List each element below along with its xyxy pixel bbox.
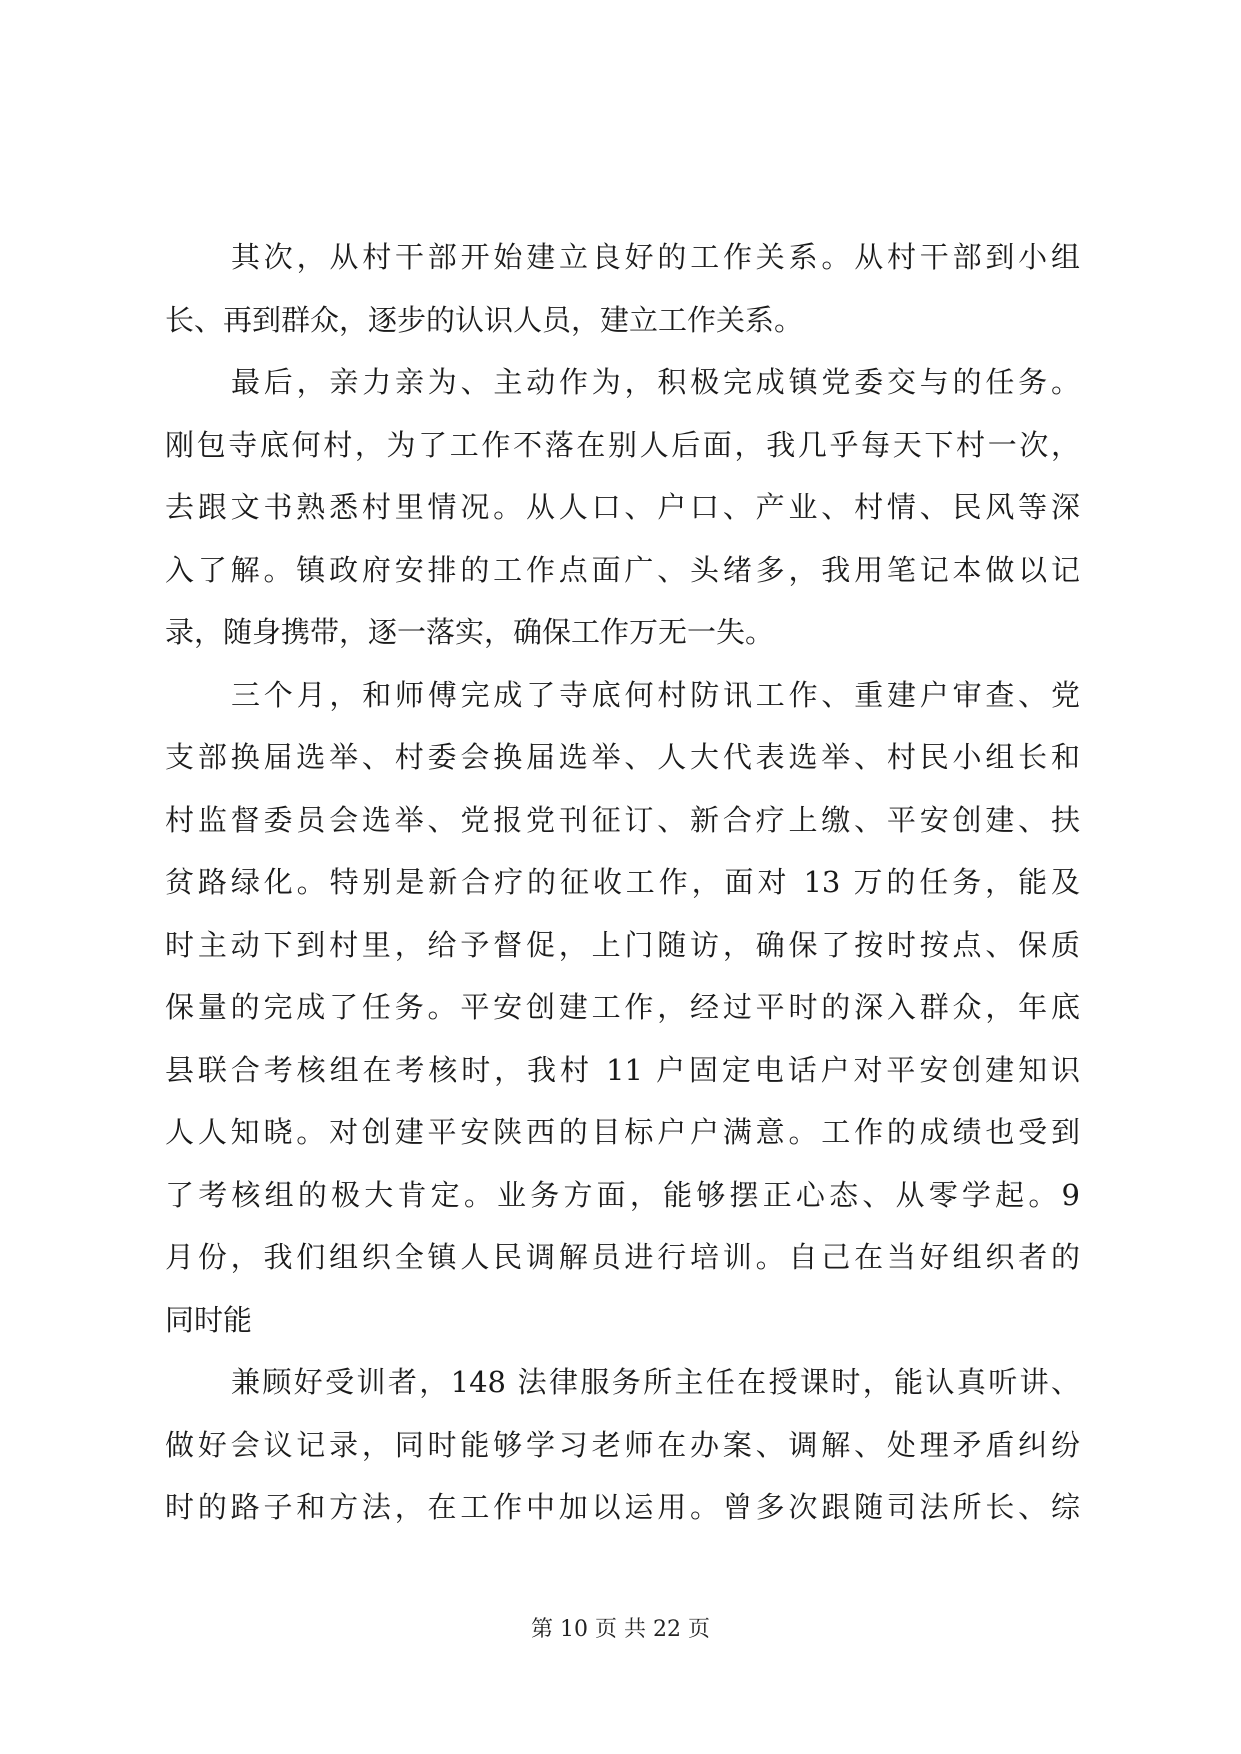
text-line: 三个月，和师傅完成了寺底何村防讯工作、重建户审查、党 bbox=[231, 677, 1080, 712]
text-line: 保量的完成了任务。平安创建工作，经过平时的深入群众，年底 bbox=[165, 990, 1080, 1024]
document-body bbox=[165, 226, 1080, 1539]
text-line: 长、再到群众，逐步的认识人员，建立工作关系。 bbox=[165, 302, 804, 337]
text-line: 县联合考核组在考核时，我村 11 户固定电话户对平安创建知识 bbox=[165, 1052, 1080, 1087]
text-line: 村监督委员会选举、党报党刊征订、新合疗上缴、平安创建、扶 bbox=[165, 802, 1080, 837]
text-line: 支部换届选举、村委会换届选举、人大代表选举、村民小组长和 bbox=[165, 740, 1080, 774]
text-line: 兼顾好受训者，148 法律服务所主任在授课时，能认真听讲、 bbox=[231, 1365, 1080, 1399]
text-line: 录，随身携带，逐一落实，确保工作万无一失。 bbox=[165, 615, 775, 649]
text-line: 时主动下到村里，给予督促，上门随访，确保了按时按点、保质 bbox=[165, 927, 1080, 962]
text-line: 其次，从村干部开始建立良好的工作关系。从村干部到小组 bbox=[231, 240, 1080, 274]
text-line: 了考核组的极大肯定。业务方面，能够摆正心态、从零学起。9 bbox=[165, 1177, 1080, 1212]
text-line: 贫路绿化。特别是新合疗的征收工作，面对 13 万的任务，能及 bbox=[165, 865, 1080, 899]
text-line: 入了解。镇政府安排的工作点面广、头绪多，我用笔记本做以记 bbox=[165, 552, 1080, 587]
text-line: 刚包寺底何村，为了工作不落在别人后面，我几乎每天下村一次， bbox=[165, 427, 1080, 462]
text-line: 同时能 bbox=[165, 1302, 253, 1337]
text-line: 时的路子和方法，在工作中加以运用。曾多次跟随司法所长、综 bbox=[165, 1490, 1080, 1524]
page-number-footer: 第 10 页 共 22 页 bbox=[531, 1617, 710, 1642]
text-line: 月份，我们组织全镇人民调解员进行培训。自己在当好组织者的 bbox=[165, 1240, 1080, 1274]
text-line: 最后，亲力亲为、主动作为，积极完成镇党委交与的任务。 bbox=[231, 365, 1080, 399]
text-line: 做好会议记录，同时能够学习老师在办案、调解、处理矛盾纠纷 bbox=[165, 1427, 1080, 1462]
text-line: 人人知晓。对创建平安陕西的目标户户满意。工作的成绩也受到 bbox=[165, 1115, 1080, 1149]
text-line: 去跟文书熟悉村里情况。从人口、户口、产业、村情、民风等深 bbox=[165, 490, 1080, 524]
